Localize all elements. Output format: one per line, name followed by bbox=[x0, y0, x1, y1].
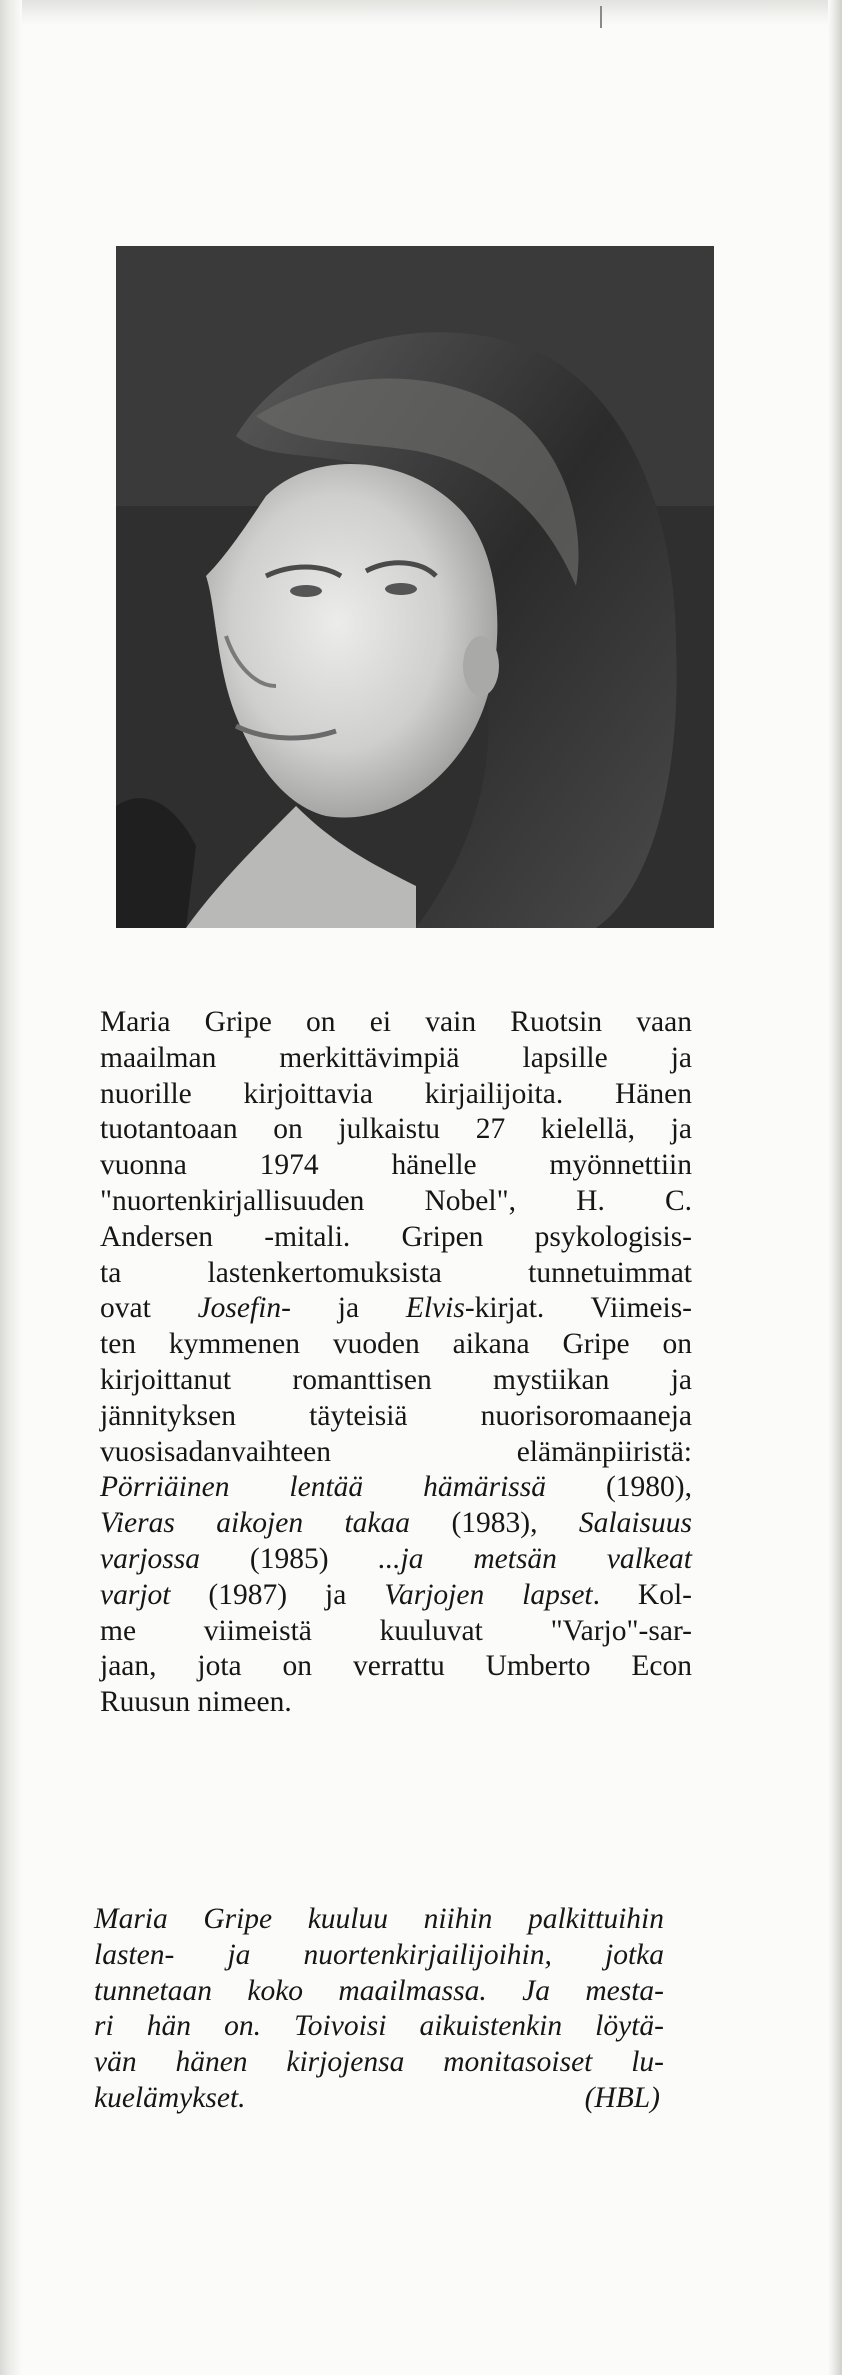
bio-line: kirjoittanut romanttisen mystiikan ja bbox=[100, 1363, 692, 1396]
book-title: ...ja metsän valkeat bbox=[378, 1542, 692, 1575]
quote-line: tunnetaan koko maailmassa. Ja mesta- bbox=[94, 1974, 664, 2007]
quote-line-last bbox=[94, 2081, 664, 2117]
bio-line: Maria Gripe on ei vain Ruotsin vaan bbox=[100, 1006, 692, 1038]
bio-line: varjossa (1985) ...ja metsän valkeat bbox=[100, 1542, 692, 1575]
book-title: Salaisuus bbox=[578, 1507, 692, 1540]
author-biography bbox=[100, 1005, 692, 1721]
bio-line: varjot (1987) ja Varjojen lapset. Kol- bbox=[100, 1578, 692, 1611]
crop-mark bbox=[600, 6, 602, 28]
book-title: varjot bbox=[100, 1578, 171, 1611]
bio-line: me viimeistä kuuluvat "Varjo"-sar- bbox=[100, 1614, 692, 1647]
bio-line: "nuortenkirjallisuuden Nobel", H. C. bbox=[100, 1184, 692, 1217]
bio-line: Vieras aikojen takaa (1983), Salaisuus bbox=[100, 1507, 692, 1540]
page-edge-top bbox=[0, 0, 842, 26]
bio-line: vuosisadanvaihteen elämänpiiristä: bbox=[100, 1435, 692, 1468]
bio-line: vuonna 1974 hänelle myönnettiin bbox=[100, 1149, 692, 1182]
bio-line: Andersen -mitali. Gripen psykologisis- bbox=[100, 1220, 692, 1253]
bio-line: ta lastenkertomuksista tunnetuimmat bbox=[100, 1256, 692, 1289]
bio-line: Pörriäinen lentää hämärissä (1980), bbox=[100, 1471, 692, 1504]
review-quote bbox=[94, 1902, 664, 2117]
bio-line: tuotantoaan on julkaistu 27 kielellä, ja bbox=[100, 1113, 692, 1146]
bio-line: maailman merkittävimpiä lapsille ja bbox=[100, 1041, 692, 1074]
quote-line: lasten- ja nuortenkirjailijoihin, jotka bbox=[94, 1938, 664, 1971]
quote-line: kuelämykset. bbox=[94, 2081, 246, 2114]
book-title: Varjojen lapset bbox=[384, 1578, 593, 1611]
quote-line: vän hänen kirjojensa monitasoiset lu- bbox=[94, 2046, 664, 2079]
author-portrait bbox=[116, 246, 714, 928]
book-title: Pörriäinen lentää hämärissä bbox=[100, 1471, 547, 1504]
portrait-illustration bbox=[116, 246, 714, 928]
bio-line: jännityksen täyteisiä nuorisoromaaneja bbox=[100, 1399, 692, 1432]
page-edge-left bbox=[0, 0, 22, 2375]
bio-line: nuorille kirjoittavia kirjailijoita. Hänen bbox=[100, 1077, 692, 1110]
bio-line: ovat Josefin- ja Elvis-kirjat. Viimeis- bbox=[100, 1292, 692, 1325]
bio-line: jaan, jota on verrattu Umberto Econ bbox=[100, 1650, 692, 1683]
book-title: Vieras aikojen takaa bbox=[100, 1507, 411, 1540]
bio-line: Ruusun nimeen. bbox=[100, 1686, 292, 1719]
book-title: Elvis bbox=[405, 1292, 465, 1325]
book-title: Josefin- bbox=[197, 1292, 291, 1325]
quote-line: Maria Gripe kuuluu niihin palkittuihin bbox=[94, 1903, 664, 1935]
quote-line: ri hän on. Toivoisi aikuistenkin löytä- bbox=[94, 2010, 664, 2043]
quote-source: (HBL) bbox=[584, 2081, 660, 2114]
book-title: varjossa bbox=[100, 1542, 200, 1575]
page-edge-right bbox=[828, 0, 842, 2375]
bio-line: ten kymmenen vuoden aikana Gripe on bbox=[100, 1328, 692, 1361]
